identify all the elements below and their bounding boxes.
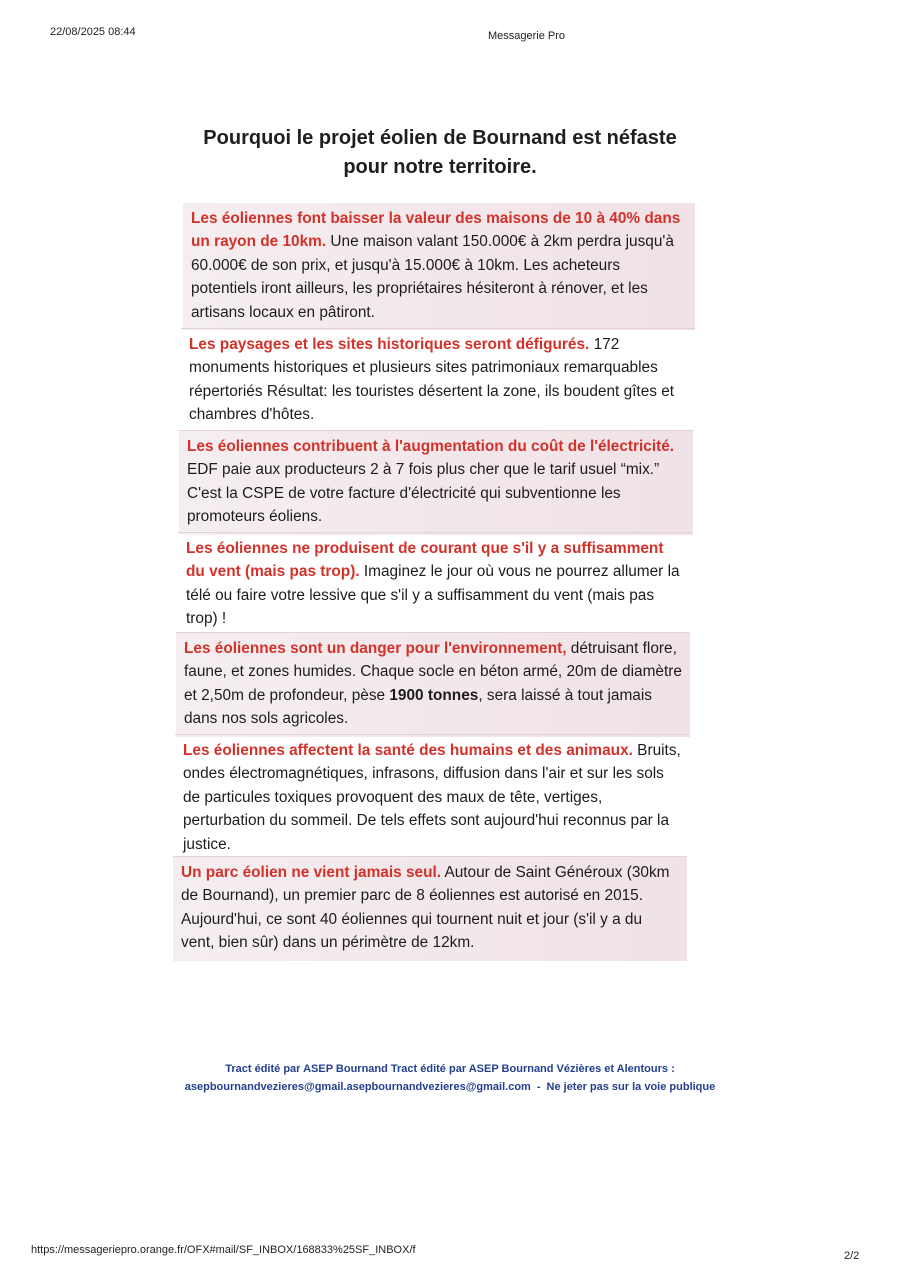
- argument-headline: Les éoliennes sont un danger pour l'environnement,: [184, 640, 567, 657]
- argument-landscapes: [181, 328, 695, 433]
- argument-text: Imaginez le jour où vous ne pourrez allumer la télé ou faire votre lessive que s'il y a suffisamment du vent (mais pas trop) !: [186, 563, 680, 628]
- argument-text-end: , sera laissé à tout jamais dans nos sols agricoles.: [184, 686, 652, 728]
- argument-headline: Un parc éolien ne vient jamais seul.: [181, 864, 442, 881]
- publisher-line: Tract édité par ASEP Bournand Tract édité par ASEP Bournand Vézières et Alentours :: [225, 1063, 675, 1075]
- argument-health: [175, 734, 689, 862]
- litter-notice: Ne jeter pas sur la voie publique: [546, 1081, 716, 1093]
- argument-electricity-cost: [179, 430, 693, 535]
- contact-line: [100, 1078, 800, 1096]
- footer-separator: -: [536, 1081, 541, 1093]
- argument-text: EDF paie aux producteurs 2 à 7 fois plus cher que le tarif usuel “mix.” C'est la CSPE de votre facture d'électricité qui subventionne les promoteurs éoliens.: [187, 461, 660, 526]
- print-app-name: Messagerie Pro: [488, 30, 566, 42]
- title-line-1: Pourquoi le projet éolien de Bournand est néfaste: [203, 127, 677, 149]
- argument-headline: Les éoliennes contribuent à l'augmentation du coût de l'électricité.: [187, 438, 675, 455]
- argument-wind-farm-spread: [173, 856, 687, 961]
- argument-environment: [176, 632, 690, 737]
- argument-text: Une maison valant 150.000€ à 2km perdra jusqu'à 60.000€ de son prix, et jusqu'à 15.000€ à 10km. Les acheteurs potentiels iront ailleurs, les propriétaires hésiteront à rénover, et les artisans locaux en pâtiront.: [191, 233, 674, 321]
- argument-text: détruisant flore, faune, et zones humides. Chaque socle en béton armé, 20m de diamètre et 2,50m de profondeur, pèse: [184, 640, 682, 704]
- argument-text: Bruits, ondes électromagnétiques, infrasons, diffusion dans l'air et sur les sols de particules toxiques provoquent des maux de tête, vertiges, perturbation du sommeil. De tels effets sont aujourd'hui reconnus par la justice.: [183, 742, 681, 853]
- print-url: https://messageriepro.orange.fr/OFX#mail/SF_INBOX/168833%25SF_INBOX/f: [31, 1244, 416, 1256]
- page-number: 2/2: [844, 1250, 860, 1262]
- argument-headline: Les éoliennes ne produisent de courant que s'il y a suffisamment du vent (mais pas trop).: [186, 540, 664, 581]
- contact-email: asepbournandvezieres@gmail.asepbournandvezieres@gmail.com: [184, 1081, 531, 1093]
- argument-headline: Les paysages et les sites historiques seront défigurés.: [189, 336, 590, 353]
- argument-intermittency: [178, 532, 692, 637]
- print-date: 22/08/2025 08:44: [50, 26, 136, 38]
- argument-property-value: [183, 203, 695, 330]
- document-title: [150, 124, 730, 182]
- argument-text: 172 monuments historiques et plusieurs sites patrimoniaux remarquables répertoriés Résultat: les touristes désertent la zone, ils boudent gîtes et chambres d'hôtes.: [189, 336, 675, 424]
- argument-headline: Les éoliennes font baisser la valeur des maisons de 10 à 40% dans un rayon de 10km.: [191, 210, 681, 251]
- title-line-2: pour notre territoire.: [343, 156, 537, 178]
- argument-text: Autour de Saint Généroux (30km de Bournand), un premier parc de 8 éoliennes est autorisé en 2015. Aujourd'hui, ce sont 40 éoliennes qui tournent nuit et jour (s'il y a du vent, bien sûr) dans un périmètre de 12km.: [181, 864, 670, 952]
- argument-headline: Les éoliennes affectent la santé des humains et des animaux.: [183, 742, 633, 759]
- argument-bold-figure: 1900 tonnes: [389, 686, 479, 704]
